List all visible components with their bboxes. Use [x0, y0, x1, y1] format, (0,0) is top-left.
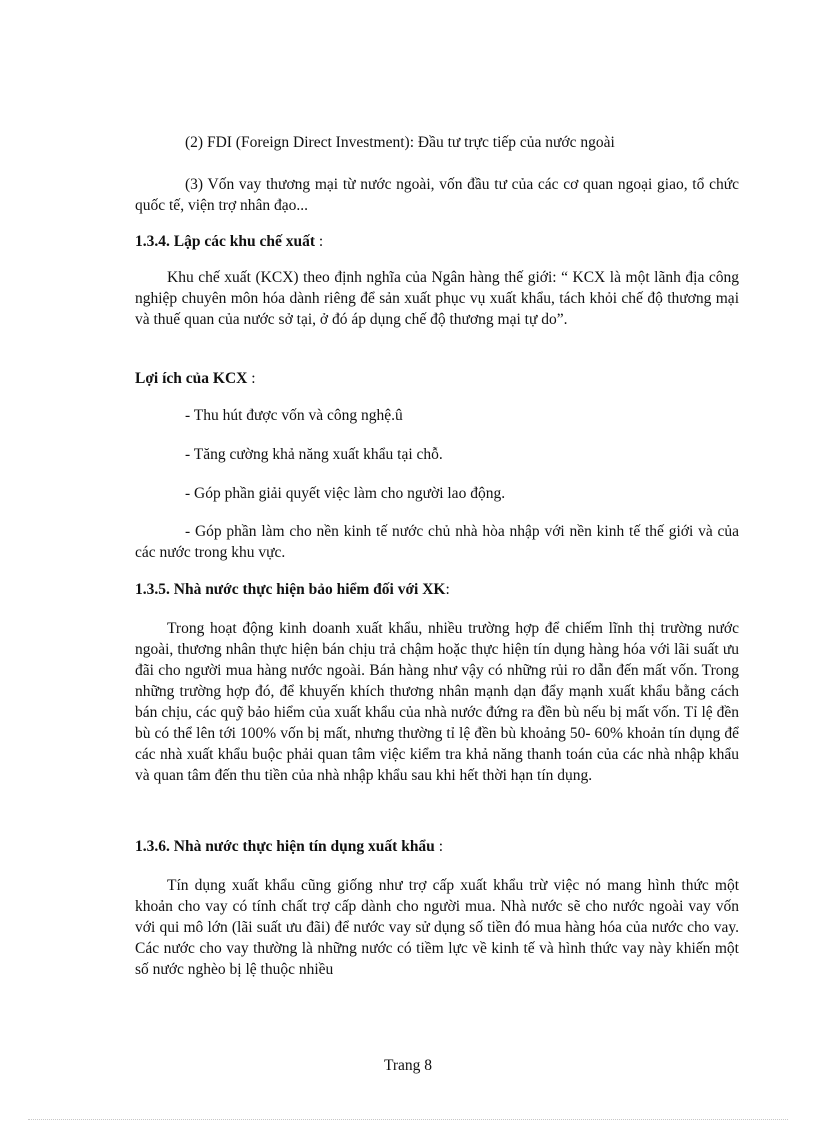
list-item: - Tăng cường khả năng xuất khẩu tại chỗ. — [185, 446, 443, 463]
paragraph-export-insurance: Trong hoạt động kinh doanh xuất khẩu, nhiều trường hợp để chiếm lĩnh thị trường nước ngoài, thương nhân thực hiện bán chịu trả chậm hoặc thực hiện tín dụng hàng hóa với lãi suất ưu đãi cho người mua hàng nước ngoài. Bán hàng như vậy có những rủi ro dẫn đến mất vốn. Trong những trường hợp đó, để khuyến khích thương nhân mạnh dạn đẩy mạnh xuất khẩu bằng cách bán chịu, các quỹ bảo hiểm của xuất khẩu của nhà nước đứng ra đền bù nếu bị mất vốn. Tỉ lệ đền bù có thể lên tới 100% vốn bị mất, nhưng thường tỉ lệ đền bù khoảng 50- 60% khoản tín dụng để các nhà xuất khẩu buộc phải quan tâm việc kiểm tra khả năng thanh toán của các nhà nhập khẩu và quan tâm đến thu tiền của nhà nhập khẩu sau khi hết thời hạn tín dụng. — [135, 620, 739, 784]
section-heading-1-3-5 — [135, 579, 739, 600]
section-heading-tail: : — [434, 838, 443, 855]
paragraph-kcx-definition: Khu chế xuất (KCX) theo định nghĩa của Ngân hàng thế giới: “ KCX là một lãnh địa công nghiệp chuyên môn hóa dành riêng để sản xuất phục vụ xuất khẩu, tách khỏi chế độ thương mại và thuế quan của nước sở tại, ở đó áp dụng chế độ thương mại tự do”. — [135, 269, 739, 328]
list-item: - Góp phần làm cho nền kinh tế nước chủ nhà hòa nhập với nền kinh tế thế giới và của các nước trong khu vực. — [135, 523, 739, 561]
section-heading-1-3-6 — [135, 836, 739, 857]
section-heading-text: 1.3.5. Nhà nước thực hiện bảo hiểm đối với XK — [135, 581, 446, 598]
list-item: - Thu hút được vốn và công nghệ.û — [185, 407, 403, 424]
subheading-benefits — [135, 368, 739, 389]
paragraph-loans: (3) Vốn vay thương mại từ nước ngoài, vốn đầu tư của các cơ quan ngoại giao, tổ chức quốc tế, viện trợ nhân đạo... — [135, 176, 739, 214]
section-heading-text: 1.3.4. Lập các khu chế xuất — [135, 233, 315, 250]
section-heading-tail: : — [315, 233, 324, 250]
section-heading-tail: : — [445, 581, 450, 598]
page-number: Trang 8 — [383, 1057, 433, 1074]
section-heading-1-3-4 — [135, 231, 739, 252]
page-break-line — [28, 1119, 788, 1120]
paragraph-export-credit: Tín dụng xuất khẩu cũng giống như trợ cấp xuất khẩu trừ việc nó mang hình thức một khoản cho vay có tính chất trợ cấp dành cho người mua. Nhà nước sẽ cho nước ngoài vay vốn với qui mô lớn (lãi suất ưu đãi) để nước vay sử dụng số tiền đó mua hàng hóa của nước cho vay. Các nước cho vay thường là những nước có tiềm lực về kinh tế và hình thức vay này khiến một số nước nghèo bị lệ thuộc nhiều — [135, 877, 739, 978]
subheading-text: Lợi ích của KCX — [135, 370, 248, 387]
subheading-tail: : — [247, 370, 256, 387]
section-heading-text: 1.3.6. Nhà nước thực hiện tín dụng xuất khẩu — [135, 838, 435, 855]
list-item: - Góp phần giải quyết việc làm cho người lao động. — [185, 485, 506, 502]
paragraph-fdi: (2) FDI (Foreign Direct Investment): Đầu tư trực tiếp của nước ngoài — [185, 134, 615, 151]
